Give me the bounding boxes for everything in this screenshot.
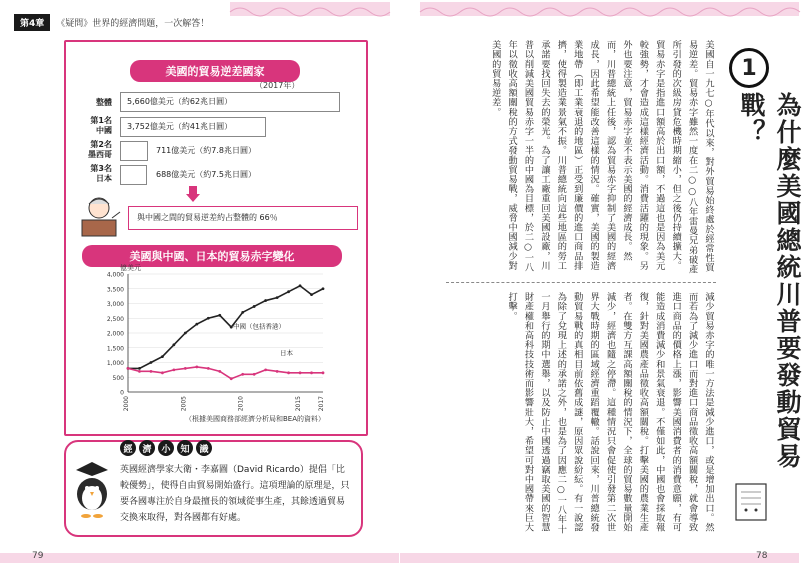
row-label-total: 整體	[96, 98, 112, 107]
chart-data-point	[184, 367, 187, 370]
penguin-professor-icon	[70, 460, 114, 526]
chart-data-point	[161, 371, 164, 374]
chart-data-point	[184, 332, 187, 335]
chart-data-point	[230, 377, 233, 380]
chapter-badge: 第4章	[14, 14, 50, 31]
chart-ytick-label: 3,500	[106, 286, 124, 294]
down-arrow-icon	[186, 186, 200, 202]
chart-data-point	[127, 367, 130, 370]
chart-ytick-label: 3,000	[106, 301, 124, 308]
chapter-header	[14, 14, 209, 31]
chart-ylabel: 億美元	[120, 264, 141, 272]
chart-data-point	[172, 343, 175, 346]
chart-xtick-label: 2005	[180, 396, 188, 412]
econ-char: 經	[120, 440, 136, 456]
section-heading: 為什麼美國總統川普要發動貿易戰？	[737, 92, 802, 470]
chart-data-point	[322, 371, 325, 374]
section-number-badge	[729, 48, 769, 88]
row-label-mexico: 第2名 墨西哥	[88, 140, 112, 159]
chart-data-point	[150, 370, 153, 373]
bar-china	[120, 117, 266, 137]
section-divider	[446, 282, 716, 283]
trade-deficit-chart	[90, 262, 330, 422]
chart-data-point	[322, 287, 325, 290]
chart-ytick-label: 500	[112, 374, 124, 382]
chart-data-point	[172, 368, 175, 371]
chart-xtick-label: 2010	[237, 396, 245, 412]
right-footer	[400, 547, 799, 567]
bar-japan-value: 688億美元（約7.5兆日圓）	[156, 170, 256, 179]
chart-title: 美國與中國、日本的貿易赤字變化	[82, 245, 342, 267]
chart-data-point	[241, 373, 244, 376]
chart-data-point	[287, 371, 290, 374]
chart-ytick-label: 1,500	[106, 345, 124, 353]
econ-char: 識	[196, 440, 212, 456]
bar-mexico	[120, 141, 148, 161]
chart-data-point	[218, 314, 221, 317]
economics-tip-text: 英國經濟學家大衛・李嘉圖（David Ricardo）提倡「比較優勢」，使得自由貿易開始盛行。這項理論的原理是，只要各國專注於自身最擅長的領域從事生產，其餘透過貿易交換來取得，對各國都有好處。	[120, 465, 350, 523]
trade-note: 與中國之間的貿易逆差約占整體的 66％	[128, 206, 358, 230]
econ-char: 小	[158, 440, 174, 456]
speaker-illustration-icon	[74, 194, 124, 238]
chart-data-point	[264, 368, 267, 371]
chart-series-label-japan: 日本	[280, 349, 293, 358]
chart-ytick-label: 0	[120, 389, 124, 397]
bar-mexico-value: 711億美元（約7.8兆日圓）	[156, 146, 256, 155]
bar-china-value: 3,752億美元（約41兆日圓）	[127, 122, 233, 131]
paper-character-icon	[730, 480, 774, 526]
trade-box-title: 美國的貿易逆差國家	[130, 60, 300, 82]
chart-data-point	[253, 373, 256, 376]
chart-data-point	[264, 299, 267, 302]
chart-data-point	[253, 305, 256, 308]
chart-data-point	[241, 311, 244, 314]
chart-series-line	[128, 286, 323, 369]
econ-char: 知	[177, 440, 193, 456]
chart-data-point	[276, 296, 279, 299]
economics-tip-title	[120, 440, 212, 456]
chart-data-point	[195, 366, 198, 369]
decorative-pattern-right	[420, 2, 799, 16]
chart-xtick-label: 2017	[318, 396, 325, 412]
chart-data-point	[195, 323, 198, 326]
chart-data-point	[207, 317, 210, 320]
chart-xtick-label: 2000	[123, 396, 130, 412]
chart-data-point	[299, 284, 302, 287]
trade-box-year: （2017年）	[255, 81, 300, 90]
chart-data-point	[207, 367, 210, 370]
decorative-pattern-left	[230, 2, 390, 16]
bar-total-value: 5,660億美元（約62兆日圓）	[127, 97, 233, 106]
chart-data-point	[310, 293, 313, 296]
chapter-title: 《疑問》世界的經濟問題，一次解答！	[56, 19, 210, 29]
chart-data-point	[276, 370, 279, 373]
chart-ytick-label: 2,500	[106, 315, 124, 323]
chart-data-point	[299, 371, 302, 374]
upper-body-text: 美國自一九七○年代以來，對外貿易始終處於經常性貿易逆差。貿易赤字雖然一度在二○○八年雷曼兄弟破產所引發的次級房貸危機時期縮小，但之後仍持續擴大。貿易赤字是指進口額高於出口額，不過這也是因為美元較強勢，才會造成這樣經濟活動。消費活躍的現象。另外也要注意，貿易赤字並不表示美國的經濟成長。然而，川普總統上任後，認為貿易赤字抑制了美國的經濟成長，因此希望能改善這樣的情況。確實，美國的製造業地帶（即工業衰退的地區）正受到廉價的進口商品排擠，使得製造業景氣不振。川普總統向這些地區的勞工承諾要找回失去的榮光。為了讓工廠重回美國設廠，川普以削減美國貿易赤字一半的中國為目標，於二○一八年以徵收高額關稅的方式發動貿易戰，威脅中國減少對美國的貿易逆差。	[489, 40, 714, 274]
bar-japan	[120, 165, 147, 185]
left-page-number: 79	[32, 551, 44, 561]
chart-xtick-label: 2015	[295, 396, 303, 412]
chart-ytick-label: 1,000	[106, 360, 124, 367]
chart-data-point	[138, 367, 141, 370]
row-label-china: 第1名 中國	[90, 116, 112, 135]
chart-data-point	[287, 290, 290, 293]
chart-ytick-label: 2,000	[106, 330, 124, 338]
section-number: 1	[741, 55, 757, 81]
chart-data-point	[161, 355, 164, 358]
row-label-japan: 第3名 日本	[90, 164, 112, 183]
bar-total	[120, 92, 340, 112]
econ-char: 濟	[139, 440, 155, 456]
lower-body-text: 減少貿易赤字的唯一方法是減少進口，或是增加出口。然而若為了減少進口而對進口商品徵收高額關稅，就會導致進口商品的價格上漲，影響美國消費者的消費意願，有可能造成消費減少和景氣衰退。不僅如此，中國也會採取報復，針對美國農產品徵收高額關稅。打擊美國的農業生產者。在雙方互課高額關稅的情況下，全球的貿易數量開始減少，經濟也隨之停滯。這種情況只會促使引發第二次世界大戰時期的區域經濟重蹈覆轍。話說回來，川普總統發動貿易戰的真相目前依舊成謎，原因眾說紛紜。有一說認為除了兌現上述的承諾之外，也是為了因應二○一八年十一月舉行的期中選舉，以及防止中國透過竊取美國的智慧財產權和高科技技術而影響壯大，希望可對中國帶來巨大打擊。	[506, 292, 714, 534]
chart-series-label-china: 中國（包括香港）	[233, 322, 285, 331]
chart-data-point	[138, 370, 141, 373]
chart-ytick-label: 4,000	[106, 271, 124, 279]
chart-data-point	[150, 361, 153, 364]
chart-data-point	[310, 371, 313, 374]
right-page-number: 78	[756, 551, 768, 561]
chart-source: （根據美國商務部經濟分析局和BEA的資料）	[185, 415, 326, 423]
chart-data-point	[218, 370, 221, 373]
left-footer	[0, 547, 399, 567]
